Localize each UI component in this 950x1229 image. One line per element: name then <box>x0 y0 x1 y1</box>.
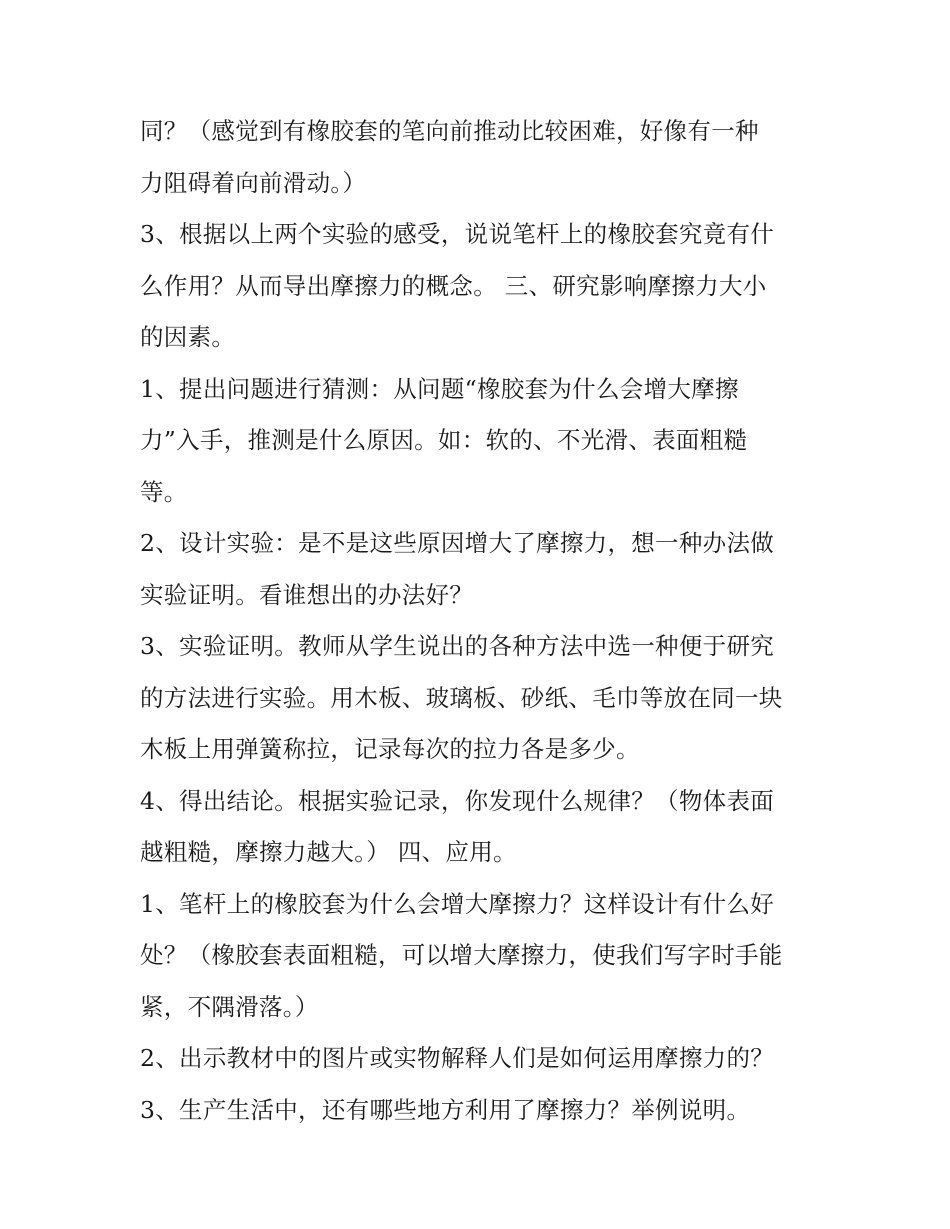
text-line: 3、根据以上两个实验的感受，说说笔杆上的橡胶套究竟有什 <box>140 220 775 248</box>
text-line: 的因素。 <box>140 323 236 351</box>
text-line: 同？（感觉到有橡胶套的笔向前推动比较困难，好像有一种 <box>140 117 759 145</box>
text-line: 力”入手，推测是什么原因。如：软的、不光滑、表面粗糙 <box>140 426 748 454</box>
text-line: 1、提出问题进行猜测：从问题“橡胶套为什么会增大摩擦 <box>140 374 739 403</box>
text-line: 处？（橡胶套表面粗糙，可以增大摩擦力，使我们写字时手能 <box>140 941 783 969</box>
text-line: 力阻碍着向前滑动。） <box>140 168 367 197</box>
text-line: 木板上用弹簧称拉，记录每次的拉力各是多少。 <box>140 735 640 763</box>
text-line: 么作用？从而导出摩擦力的概念。 三、研究影响摩擦力大小 <box>140 271 767 300</box>
text-line: 的方法进行实验。用木板、玻璃板、砂纸、毛巾等放在同一块 <box>140 683 783 712</box>
text-line: 1、笔杆上的橡胶套为什么会增大摩擦力？这样设计有什么好 <box>140 889 775 918</box>
text-line: 紧，不隅滑落。） <box>140 992 319 1021</box>
text-line: 实验证明。看谁想出的办法好？ <box>140 580 474 609</box>
text-line: 越粗糙，摩擦力越大。） 四、应用。 <box>140 838 517 866</box>
text-line: 2、出示教材中的图片或实物解释人们是如何运用摩擦力的？ <box>140 1044 775 1072</box>
document-body <box>140 106 820 1136</box>
text-line: 2、设计实验：是不是这些原因增大了摩擦力，想一种办法做 <box>140 529 775 557</box>
text-line: 3、生产生活中，还有哪些地方利用了摩擦力？举例说明。 <box>140 1095 751 1124</box>
text-line: 等。 <box>140 477 188 506</box>
text-line: 3、实验证明。教师从学生说出的各种方法中选一种便于研究 <box>140 632 775 660</box>
text-line: 4、得出结论。根据实验记录，你发现什么规律？（物体表面 <box>140 786 775 815</box>
